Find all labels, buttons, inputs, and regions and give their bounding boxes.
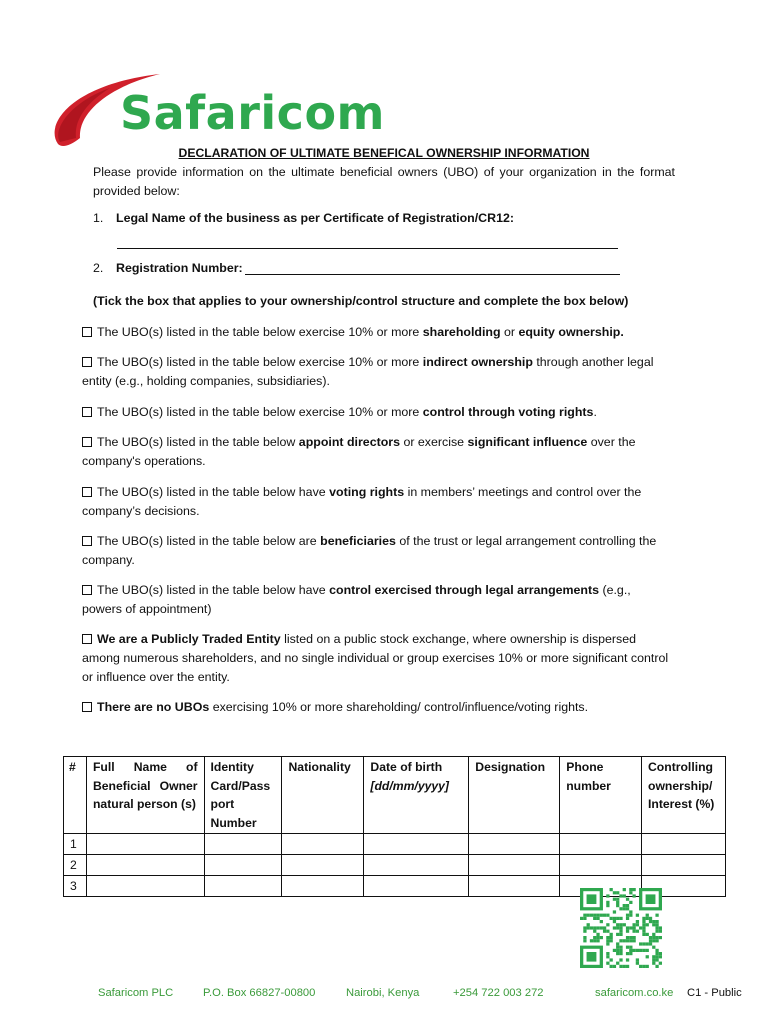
dob-label: Date of birth bbox=[370, 760, 443, 774]
table-header-row bbox=[64, 757, 726, 834]
item-number: 1. bbox=[93, 211, 104, 225]
table-row bbox=[64, 855, 726, 876]
cell-controlling[interactable] bbox=[642, 855, 726, 876]
footer-company: Safaricom PLC bbox=[98, 987, 174, 999]
cell-designation[interactable] bbox=[469, 876, 560, 897]
option-emphasis-text: shareholding bbox=[422, 325, 501, 339]
ownership-option bbox=[82, 323, 672, 342]
ownership-option bbox=[82, 581, 672, 619]
cell-controlling[interactable] bbox=[642, 834, 726, 855]
ownership-option bbox=[82, 532, 672, 570]
option-emphasis-text: voting rights bbox=[329, 485, 405, 499]
table-row bbox=[64, 834, 726, 855]
item-legal-name bbox=[93, 211, 514, 225]
ownership-option bbox=[82, 483, 672, 521]
document-title: DECLARATION OF ULTIMATE BENEFICAL OWNERSHIP INFORMATION bbox=[178, 146, 590, 160]
row-number: 3 bbox=[64, 876, 87, 897]
option-text: listed on a public stock exchange, where ownership is dispersed among numerous shareholders, and no single individual or group exercises 10% or more significant control or influence over the entity. bbox=[82, 632, 669, 684]
cell-identity[interactable] bbox=[204, 855, 282, 876]
option-text: (e.g., powers of appointment) bbox=[82, 583, 631, 616]
option-checkbox[interactable] bbox=[82, 327, 92, 337]
cell-full-name[interactable] bbox=[86, 855, 204, 876]
option-emphasis-text: control through voting rights bbox=[422, 405, 594, 419]
cell-full-name[interactable] bbox=[86, 834, 204, 855]
option-text: in members’ meetings and control over the company’s decisions. bbox=[82, 485, 642, 518]
cell-dob[interactable] bbox=[364, 876, 469, 897]
option-text: The UBO(s) listed in the table below have bbox=[97, 485, 330, 499]
option-text: The UBO(s) listed in the table below exercise 10% or more bbox=[97, 325, 423, 339]
registration-number-field[interactable] bbox=[245, 274, 620, 275]
row-number: 2 bbox=[64, 855, 87, 876]
cell-identity[interactable] bbox=[204, 876, 282, 897]
option-text: of the trust or legal arrangement controlling the company. bbox=[82, 534, 657, 567]
tick-instruction: (Tick the box that applies to your ownership/control structure and complete the box below) bbox=[93, 294, 629, 308]
option-checkbox[interactable] bbox=[82, 585, 92, 595]
option-emphasis-text: equity ownership. bbox=[518, 325, 624, 339]
cell-identity[interactable] bbox=[204, 834, 282, 855]
option-checkbox[interactable] bbox=[82, 357, 92, 367]
cell-dob[interactable] bbox=[364, 834, 469, 855]
option-checkbox[interactable] bbox=[82, 634, 92, 644]
footer-website[interactable]: safaricom.co.ke bbox=[595, 987, 674, 999]
legal-name-field[interactable] bbox=[117, 248, 618, 249]
option-emphasis-text: significant influence bbox=[467, 435, 588, 449]
cell-phone[interactable] bbox=[560, 834, 642, 855]
logo-wordmark: Safaricom bbox=[120, 86, 385, 140]
option-checkbox[interactable] bbox=[82, 487, 92, 497]
col-header-number: # bbox=[64, 757, 87, 834]
option-text: The UBO(s) listed in the table below are bbox=[97, 534, 321, 548]
cell-designation[interactable] bbox=[469, 855, 560, 876]
option-checkbox[interactable] bbox=[82, 407, 92, 417]
cell-nationality[interactable] bbox=[282, 834, 364, 855]
qr-code-icon bbox=[580, 888, 662, 968]
cell-phone[interactable] bbox=[560, 855, 642, 876]
option-emphasis-text: We are a Publicly Traded Entity bbox=[97, 632, 281, 646]
item-registration-number bbox=[93, 261, 243, 275]
col-header-nationality: Nationality bbox=[282, 757, 364, 834]
option-text: over the company's operations. bbox=[82, 435, 636, 468]
cell-nationality[interactable] bbox=[282, 855, 364, 876]
item-label: Legal Name of the business as per Certificate of Registration/CR12: bbox=[116, 211, 514, 225]
ownership-option bbox=[82, 433, 672, 471]
footer-phone: +254 722 003 272 bbox=[453, 987, 544, 999]
option-checkbox[interactable] bbox=[82, 437, 92, 447]
option-text: through another legal entity (e.g., holding companies, subsidiaries). bbox=[82, 355, 654, 388]
option-emphasis-text: indirect ownership bbox=[422, 355, 533, 369]
col-header-phone: Phone number bbox=[560, 757, 642, 834]
option-emphasis-text: appoint directors bbox=[298, 435, 400, 449]
dob-format: [dd/mm/yyyy] bbox=[370, 778, 449, 793]
intro-paragraph: Please provide information on the ultimate beneficial owners (UBO) of your organization in the format provided below: bbox=[93, 165, 675, 198]
option-text: . bbox=[593, 405, 597, 419]
row-number: 1 bbox=[64, 834, 87, 855]
ownership-option bbox=[82, 403, 672, 422]
option-text: The UBO(s) listed in the table below exercise 10% or more bbox=[97, 405, 423, 419]
ownership-option bbox=[82, 698, 672, 717]
col-header-full-name: Full Name of Beneficial Owner natural person (s) bbox=[86, 757, 204, 834]
option-checkbox[interactable] bbox=[82, 536, 92, 546]
safaricom-logo bbox=[50, 72, 440, 157]
col-header-identity: Identity Card/Pass port Number bbox=[204, 757, 282, 834]
option-text: or bbox=[500, 325, 519, 339]
item-number: 2. bbox=[93, 261, 104, 275]
ubo-table bbox=[63, 756, 726, 897]
col-header-controlling: Controlling ownership/ Interest (%) bbox=[642, 757, 726, 834]
classification-label: C1 - Public bbox=[687, 987, 742, 999]
option-emphasis-text: beneficiaries bbox=[320, 534, 396, 548]
cell-dob[interactable] bbox=[364, 855, 469, 876]
option-text: or exercise bbox=[400, 435, 468, 449]
option-text: exercising 10% or more shareholding/ control/influence/voting rights. bbox=[209, 700, 589, 714]
ownership-option bbox=[82, 630, 672, 687]
cell-designation[interactable] bbox=[469, 834, 560, 855]
option-emphasis-text: There are no UBOs bbox=[97, 700, 210, 714]
col-header-designation: Designation bbox=[469, 757, 560, 834]
option-text: The UBO(s) listed in the table below have bbox=[97, 583, 330, 597]
footer-city: Nairobi, Kenya bbox=[346, 987, 420, 999]
cell-full-name[interactable] bbox=[86, 876, 204, 897]
option-text: The UBO(s) listed in the table below exercise 10% or more bbox=[97, 355, 423, 369]
ownership-option bbox=[82, 353, 672, 391]
cell-nationality[interactable] bbox=[282, 876, 364, 897]
option-emphasis-text: control exercised through legal arrangements bbox=[329, 583, 600, 597]
option-text: The UBO(s) listed in the table below bbox=[97, 435, 299, 449]
footer-pobox: P.O. Box 66827-00800 bbox=[203, 987, 316, 999]
item-label: Registration Number: bbox=[116, 261, 243, 275]
col-header-dob bbox=[364, 757, 469, 834]
option-checkbox[interactable] bbox=[82, 702, 92, 712]
